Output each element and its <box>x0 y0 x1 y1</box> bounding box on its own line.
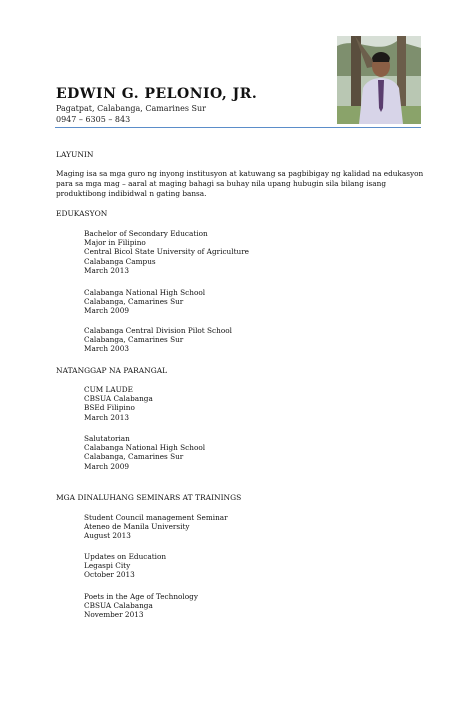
entry-line: Calabanga National High School <box>84 443 206 453</box>
entry-line: August 2013 <box>84 531 131 541</box>
phone-number: 0947 – 6305 – 843 <box>56 115 131 124</box>
seminar-entry <box>84 552 166 580</box>
awards-heading: NATANGGAP NA PARANGAL <box>56 366 168 375</box>
address: Pagatpat, Calabanga, Camarines Sur <box>56 104 206 113</box>
entry-line: Central Bicol State University of Agriculture <box>84 247 250 257</box>
entry-line: November 2013 <box>84 610 144 620</box>
education-entry <box>84 229 249 275</box>
entry-line: CUM LAUDE <box>84 385 133 394</box>
award-entry <box>84 434 205 471</box>
entry-line: Updates on Education <box>84 552 167 561</box>
entry-line: Calabanga, Camarines Sur <box>84 297 184 307</box>
award-entry <box>84 385 153 422</box>
seminar-entry <box>84 592 198 620</box>
entry-line: March 2013 <box>84 412 129 422</box>
entry-line: Poets in the Age of Technology <box>84 592 198 601</box>
full-name: EDWIN G. PELONIO, JR. <box>56 86 258 102</box>
entry-line: Calabanga, Camarines Sur <box>84 452 184 462</box>
entry-line: March 2003 <box>84 344 129 354</box>
entry-line: October 2013 <box>84 570 135 580</box>
entry-line: Major in Filipino <box>84 238 146 248</box>
entry-line: Calabanga Campus <box>84 256 156 266</box>
entry-line: Legaspi City <box>84 561 131 571</box>
entry-line: March 2009 <box>84 461 129 471</box>
entry-line: Salutatorian <box>84 434 130 443</box>
entry-line: Ateneo de Manila University <box>84 522 190 532</box>
profile-photo <box>337 36 421 124</box>
entry-line: Calabanga, Camarines Sur <box>84 335 184 345</box>
education-heading: EDUKASYON <box>56 209 108 218</box>
entry-line: Student Council management Seminar <box>84 513 228 522</box>
header-divider <box>55 127 421 128</box>
entry-line: BSEd Filipino <box>84 403 135 413</box>
entry-line: Calabanga National High School <box>84 288 206 297</box>
entry-line: March 2009 <box>84 306 129 316</box>
objective-heading: LAYUNIN <box>56 150 94 159</box>
education-entry <box>84 288 205 316</box>
seminar-entry <box>84 513 228 541</box>
entry-line: Calabanga Central Division Pilot School <box>84 326 232 335</box>
entry-line: CBSUA Calabanga <box>84 601 153 611</box>
entry-line: March 2013 <box>84 265 129 275</box>
entry-line: Bachelor of Secondary Education <box>84 229 208 238</box>
objective-text: Maging isa sa mga guro ng inyong institusyon at katuwang sa pagbibigay ng kalidad na edukasyon para sa mga mag – aaral at maging bahagi sa buhay nila upang hubugin sila bilang isang produktibong indibidwal n gating bansa. <box>56 169 424 198</box>
education-entry <box>84 326 232 354</box>
entry-line: CBSUA Calabanga <box>84 394 153 404</box>
seminars-heading: MGA DINALUHANG SEMINARS AT TRAININGS <box>56 493 242 502</box>
